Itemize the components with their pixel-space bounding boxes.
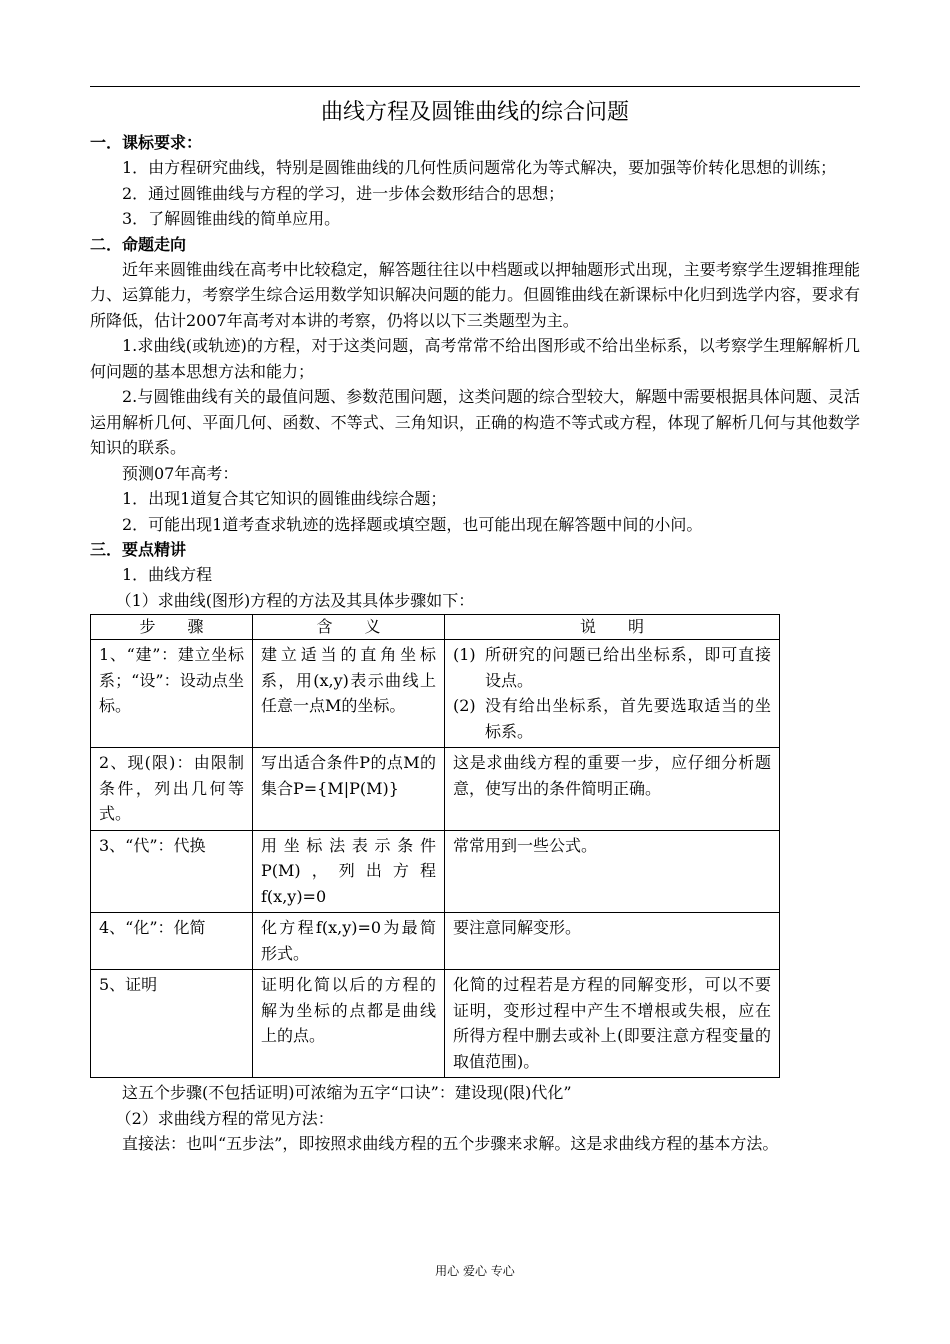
paragraph: 3．了解圆锥曲线的简单应用。 <box>122 209 341 228</box>
section-course-requirements <box>90 130 860 232</box>
column-header: 含 义 <box>253 615 445 640</box>
document-body <box>90 96 860 1157</box>
note-text: 所研究的问题已给出坐标系，即可直接设点。 <box>485 645 771 690</box>
paragraph: 预测07年高考： <box>122 463 239 483</box>
meaning-cell: 证明化简以后的方程的解为坐标的点都是曲线上的点。 <box>253 970 445 1078</box>
note-number: (2) <box>453 696 476 715</box>
section-exam-trend <box>90 232 860 538</box>
description-cell: 常常用到一些公式。 <box>445 830 780 913</box>
paragraph: 2．可能出现1道考查求轨迹的选择题或填空题，也可能出现在解答题中间的小问。 <box>122 514 703 534</box>
step-cell: 2、现(限)：由限制条件，列出几何等式。 <box>91 748 253 831</box>
paragraph: （2）求曲线方程的常见方法： <box>115 1108 334 1128</box>
description-cell <box>445 640 780 748</box>
table-row <box>91 748 780 831</box>
step-cell: 3、“代”：代换 <box>91 830 253 913</box>
meaning-cell: 用坐标法表示条件P(M)，列出方程f(x,y)=0 <box>253 830 445 913</box>
note-text: 没有给出坐标系，首先要选取适当的坐标系。 <box>485 696 771 741</box>
paragraph: 近年来圆锥曲线在高考中比较稳定，解答题往往以中档题或以押轴题形式出现，主要考察学生逻辑推理能力、运算能力，考察学生综合运用数学知识解决问题的能力。但圆锥曲线在新课标中化归到选学内容，要求有所降低，估计2007年高考对本讲的考察，仍将以以下三类题型为主。 <box>90 259 860 330</box>
header-rule <box>90 86 860 87</box>
paragraph: （1）求曲线(图形)方程的方法及其具体步骤如下： <box>115 590 475 610</box>
step-cell: 5、证明 <box>91 970 253 1078</box>
table-header-row <box>91 615 780 640</box>
numbered-note <box>453 642 771 693</box>
meaning-cell: 化方程f(x,y)=0为最简形式。 <box>253 913 445 970</box>
table-row <box>91 970 780 1078</box>
step-cell: 4、“化”：化简 <box>91 913 253 970</box>
steps-table <box>90 614 780 1078</box>
paragraph: 直接法：也叫“五步法”，即按照求曲线方程的五个步骤来求解。这是求曲线方程的基本方法。 <box>122 1134 779 1153</box>
note-number: (1) <box>453 645 476 664</box>
table-row <box>91 913 780 970</box>
section-heading: 二．命题走向 <box>90 234 187 254</box>
description-cell: 这是求曲线方程的重要一步，应仔细分析题意，使写出的条件简明正确。 <box>445 748 780 831</box>
section-heading: 一．课标要求： <box>90 133 203 152</box>
page-footer: 用心 爱心 专心 <box>435 1264 515 1278</box>
meaning-cell: 写出适合条件P的点M的集合P={M|P(M)} <box>253 748 445 831</box>
paragraph: 1.求曲线(或轨迹)的方程，对于这类问题，高考常常不给出图形或不给出坐标系，以考察学生理解解析几何问题的基本思想方法和能力； <box>90 336 860 381</box>
paragraph: 1．曲线方程 <box>122 565 213 584</box>
paragraph: 2．通过圆锥曲线与方程的学习，进一步体会数形结合的思想； <box>122 183 565 203</box>
paragraph: 2.与圆锥曲线有关的最值问题、参数范围问题，这类问题的综合型较大，解题中需要根据具体问题、灵活运用解析几何、平面几何、函数、不等式、三角知识，正确的构造不等式或方程，体现了解析几何与其他数学知识的联系。 <box>90 387 860 457</box>
section-key-points <box>90 537 860 1157</box>
paragraph: 1．由方程研究曲线，特别是圆锥曲线的几何性质问题常化为等式解决，要加强等价转化思想的训练； <box>122 158 837 177</box>
table-row <box>91 830 780 913</box>
column-header: 说 明 <box>445 615 780 640</box>
meaning-cell: 建立适当的直角坐标系，用(x,y)表示曲线上任意一点M的坐标。 <box>253 640 445 748</box>
step-cell: 1、“建”：建立坐标系；“设”：设动点坐标。 <box>91 640 253 748</box>
paragraph: 1．出现1道复合其它知识的圆锥曲线综合题； <box>122 489 447 508</box>
description-cell: 化简的过程若是方程的同解变形，可以不要证明，变形过程中产生不增根或失根，应在所得方程中删去或补上(即要注意方程变量的取值范围)。 <box>445 970 780 1078</box>
document-title: 曲线方程及圆锥曲线的综合问题 <box>320 100 629 125</box>
column-header: 步 骤 <box>91 615 253 640</box>
section-heading: 三．要点精讲 <box>90 540 187 559</box>
description-cell: 要注意同解变形。 <box>445 913 780 970</box>
paragraph: 这五个步骤(不包括证明)可浓缩为五字“口诀”：建设现(限)代化” <box>122 1083 572 1102</box>
numbered-note <box>453 693 771 744</box>
table-row <box>91 640 780 748</box>
